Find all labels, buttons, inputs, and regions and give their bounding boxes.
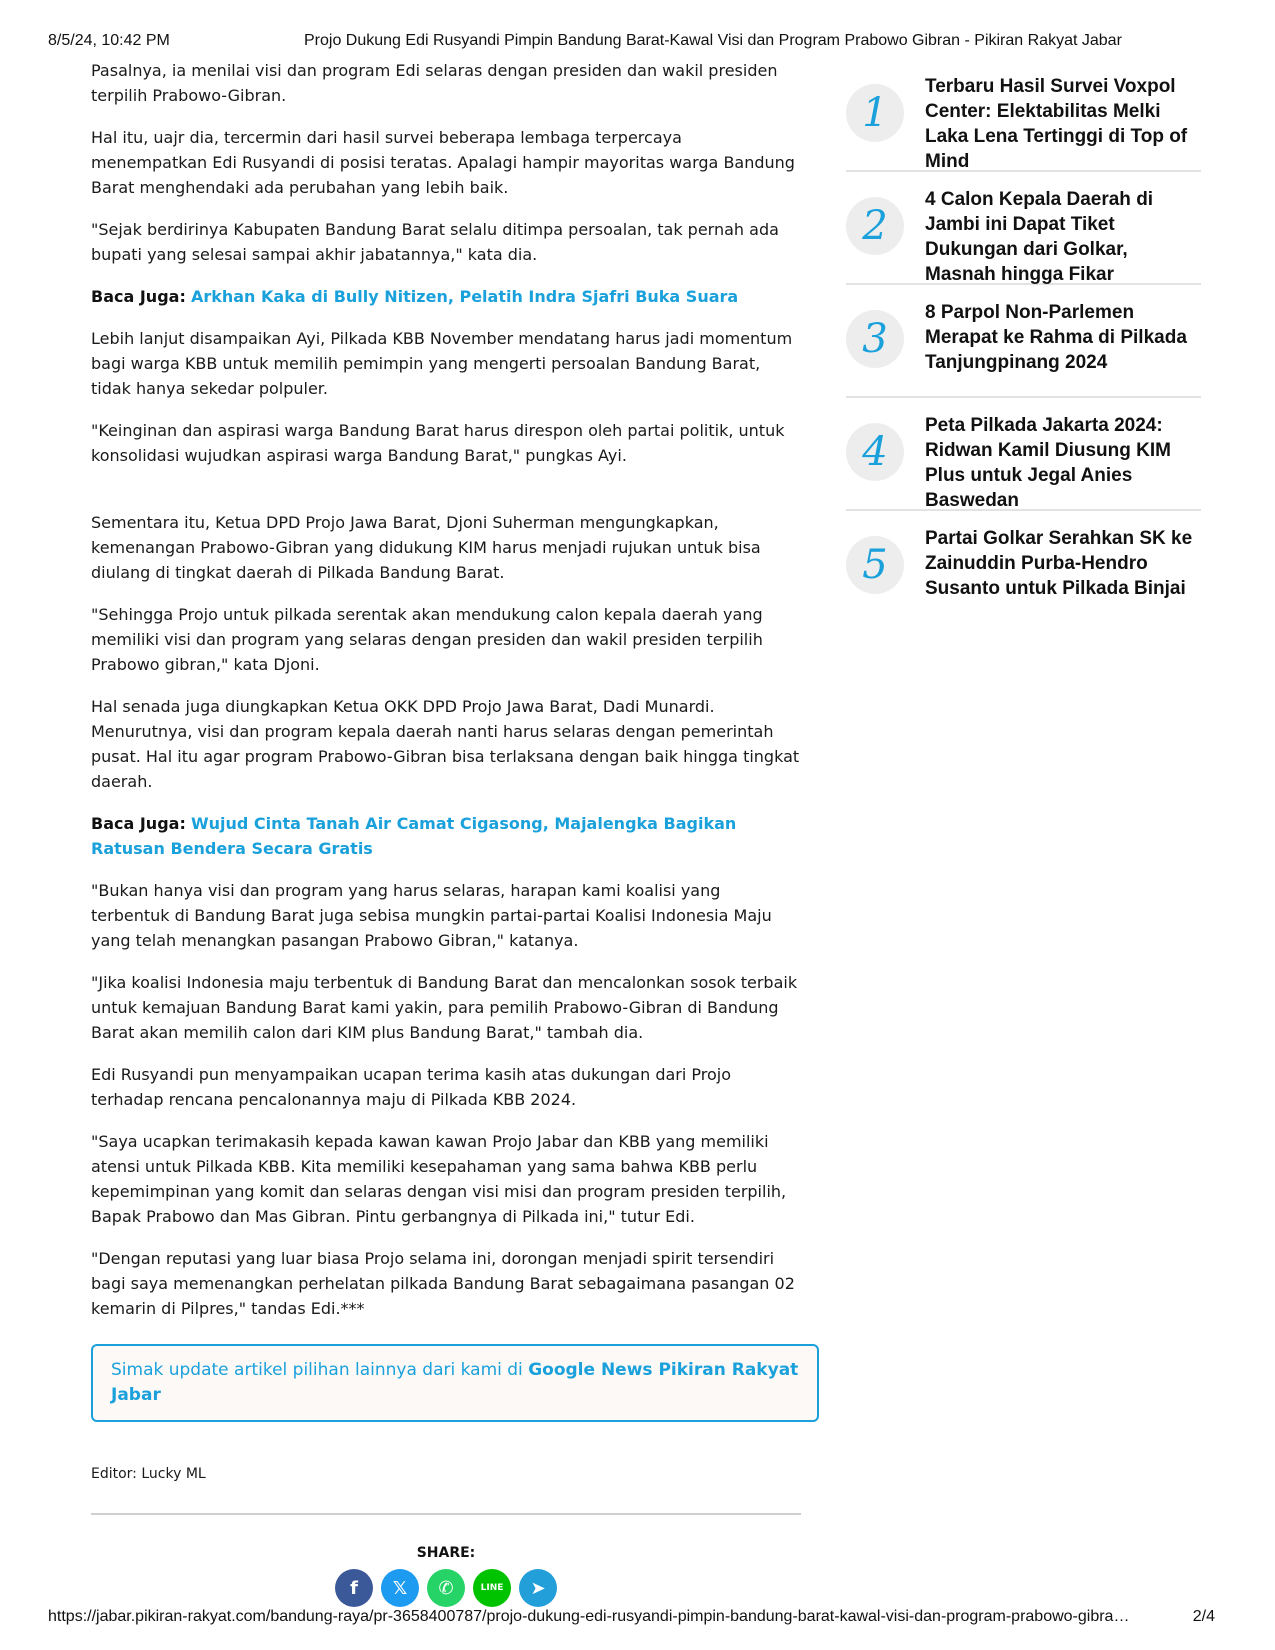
popular-item[interactable] bbox=[846, 70, 1201, 172]
share-section bbox=[91, 1543, 801, 1607]
x-icon: 𝕏 bbox=[392, 1577, 408, 1599]
print-footer bbox=[48, 1608, 1227, 1630]
article-paragraph: Pasalnya, ia menilai visi dan program Edi selaras dengan presiden dan wakil presiden terpilih Prabowo-Gibran. bbox=[91, 61, 778, 105]
baca-juga-link[interactable]: Wujud Cinta Tanah Air Camat Cigasong, Majalengka Bagikan Ratusan Bendera Secara Gratis bbox=[91, 814, 737, 858]
print-url: https://jabar.pikiran-rakyat.com/bandung-raya/pr-3658400787/projo-dukung-edi-rusyandi-pimpin-bandung-barat-kawal-visi-dan-program-prabowo-gibra… bbox=[48, 1608, 1130, 1625]
telegram-icon: ➤ bbox=[530, 1577, 546, 1599]
popular-title[interactable]: 8 Parpol Non-Parlemen Merapat ke Rahma di Pilkada Tanjungpinang 2024 bbox=[925, 302, 1187, 373]
popular-item[interactable] bbox=[846, 409, 1201, 511]
share-label: SHARE: bbox=[416, 1545, 476, 1561]
divider bbox=[91, 1513, 801, 1515]
article-paragraph: "Bukan hanya visi dan program yang harus selaras, harapan kami koalisi yang terbentuk di Bandung Barat juga sebisa mungkin partai-partai Koalisi Indonesia Maju yang telah menangkan pasangan Prabowo Gibran," katanya. bbox=[91, 881, 772, 950]
print-page-title: Projo Dukung Edi Rusyandi Pimpin Bandung Barat-Kawal Visi dan Program Prabowo Gibran - Pikiran Rakyat Jabar bbox=[304, 32, 1122, 49]
popular-title[interactable]: Terbaru Hasil Survei Voxpol Center: Elektabilitas Melki Laka Lena Tertinggi di Top of Mind bbox=[925, 76, 1188, 172]
article-paragraph: "Sejak berdirinya Kabupaten Bandung Barat selalu ditimpa persoalan, tak pernah ada bupati yang selesai sampai akhir jabatannya," kata dia. bbox=[91, 220, 779, 264]
article-paragraph: "Keinginan dan aspirasi warga Bandung Barat harus direspon oleh partai politik, untuk konsolidasi wujudkan aspirasi warga Bandung Barat," pungkas Ayi. bbox=[91, 421, 785, 465]
article-body bbox=[91, 58, 803, 1607]
popular-rank: 2 bbox=[846, 197, 904, 255]
article-paragraph: "Sehingga Projo untuk pilkada serentak akan mendukung calon kepala daerah yang memiliki visi dan program yang selaras dengan presiden dan wakil presiden terpilih Prabowo gibran," kata Djoni. bbox=[91, 605, 763, 674]
article-paragraph: Lebih lanjut disampaikan Ayi, Pilkada KBB November mendatang harus jadi momentum bagi warga KBB untuk memilih pemimpin yang mengerti persoalan Bandung Barat, tidak hanya sekedar polpuler. bbox=[91, 329, 793, 398]
popular-title[interactable]: 4 Calon Kepala Daerah di Jambi ini Dapat Tiket Dukungan dari Golkar, Masnah hingga Fikar bbox=[925, 189, 1154, 285]
baca-juga-label: Baca Juga: bbox=[91, 287, 186, 306]
popular-rank: 4 bbox=[846, 423, 904, 481]
google-news-text: Simak update artikel pilihan lainnya dari kami di bbox=[111, 1360, 529, 1380]
baca-juga-label: Baca Juga: bbox=[91, 814, 186, 833]
x-share-button[interactable] bbox=[381, 1569, 419, 1607]
baca-juga bbox=[91, 811, 803, 861]
popular-item[interactable] bbox=[846, 522, 1201, 622]
whatsapp-share-button[interactable] bbox=[427, 1569, 465, 1607]
print-page-number: 2/4 bbox=[1192, 1608, 1215, 1625]
popular-item[interactable] bbox=[846, 183, 1201, 285]
print-header bbox=[48, 32, 1227, 54]
popular-list bbox=[846, 70, 1201, 622]
article-paragraph: Hal itu, uajr dia, tercermin dari hasil survei beberapa lembaga terpercaya menempatkan Edi Rusyandi di posisi teratas. Apalagi hampir mayoritas warga Bandung Barat menghendaki ada perubahan yang lebih baik. bbox=[91, 128, 795, 197]
baca-juga bbox=[91, 284, 803, 309]
article-paragraph: Hal senada juga diungkapkan Ketua OKK DPD Projo Jawa Barat, Dadi Munardi. Menurutnya, visi dan program kepala daerah nanti harus selaras dengan pemerintah pusat. Hal itu agar program Prabowo-Gibran bisa terlaksana dengan baik hingga tingkat daerah. bbox=[91, 697, 800, 791]
article-paragraph: "Saya ucapkan terimakasih kepada kawan kawan Projo Jabar dan KBB yang memiliki atensi untuk Pilkada KBB. Kita memiliki kesepahaman yang sama bahwa KBB perlu kepemimpinan yang komit dan selaras dengan visi misi dan program presiden terpilih, Bapak Prabowo dan Mas Gibran. Pintu gerbangnya di Pilkada ini," tutur Edi. bbox=[91, 1132, 787, 1226]
popular-item[interactable] bbox=[846, 296, 1201, 398]
editor-credit: Editor: Lucky ML bbox=[91, 1466, 206, 1482]
popular-rank: 1 bbox=[846, 84, 904, 142]
article-paragraph: Sementara itu, Ketua DPD Projo Jawa Barat, Djoni Suherman mengungkapkan, kemenangan Prabowo-Gibran yang didukung KIM harus menjadi rujukan untuk bisa diulang di tingkat daerah di Pilkada Bandung Barat. bbox=[91, 513, 761, 582]
baca-juga-link[interactable]: Arkhan Kaka di Bully Nitizen, Pelatih Indra Sjafri Buka Suara bbox=[190, 287, 739, 306]
line-share-button[interactable] bbox=[473, 1569, 511, 1607]
article-paragraph: "Jika koalisi Indonesia maju terbentuk di Bandung Barat dan mencalonkan sosok terbaik untuk kemajuan Bandung Barat kami yakin, para pemilih Prabowo-Gibran di Bandung Barat akan memilih calon dari KIM plus Bandung Barat," tambah dia. bbox=[91, 973, 798, 1042]
article-paragraph: Edi Rusyandi pun menyampaikan ucapan terima kasih atas dukungan dari Projo terhadap rencana pencalonannya maju di Pilkada KBB 2024. bbox=[91, 1065, 732, 1109]
google-news-link[interactable]: Google News Pikiran Rakyat Jabar bbox=[111, 1360, 799, 1405]
popular-rank: 5 bbox=[846, 536, 904, 594]
google-news-callout bbox=[91, 1344, 819, 1422]
whatsapp-icon: ✆ bbox=[438, 1577, 454, 1599]
facebook-share-button[interactable] bbox=[335, 1569, 373, 1607]
popular-title[interactable]: Peta Pilkada Jakarta 2024: Ridwan Kamil Diusung KIM Plus untuk Jegal Anies Baswedan bbox=[925, 415, 1171, 511]
popular-title[interactable]: Partai Golkar Serahkan SK ke Zainuddin Purba-Hendro Susanto untuk Pilkada Binjai bbox=[925, 528, 1193, 599]
share-buttons bbox=[91, 1569, 801, 1607]
telegram-share-button[interactable] bbox=[519, 1569, 557, 1607]
facebook-icon: f bbox=[350, 1577, 358, 1599]
line-icon: LINE bbox=[480, 1582, 504, 1593]
popular-rank: 3 bbox=[846, 310, 904, 368]
article-paragraph: "Dengan reputasi yang luar biasa Projo selama ini, dorongan menjadi spirit tersendiri bagi saya memenangkan perhelatan pilkada Bandung Barat sebagaimana pasangan 02 kemarin di Pilpres," tandas Edi.*** bbox=[91, 1249, 795, 1318]
print-date: 8/5/24, 10:42 PM bbox=[48, 32, 170, 49]
